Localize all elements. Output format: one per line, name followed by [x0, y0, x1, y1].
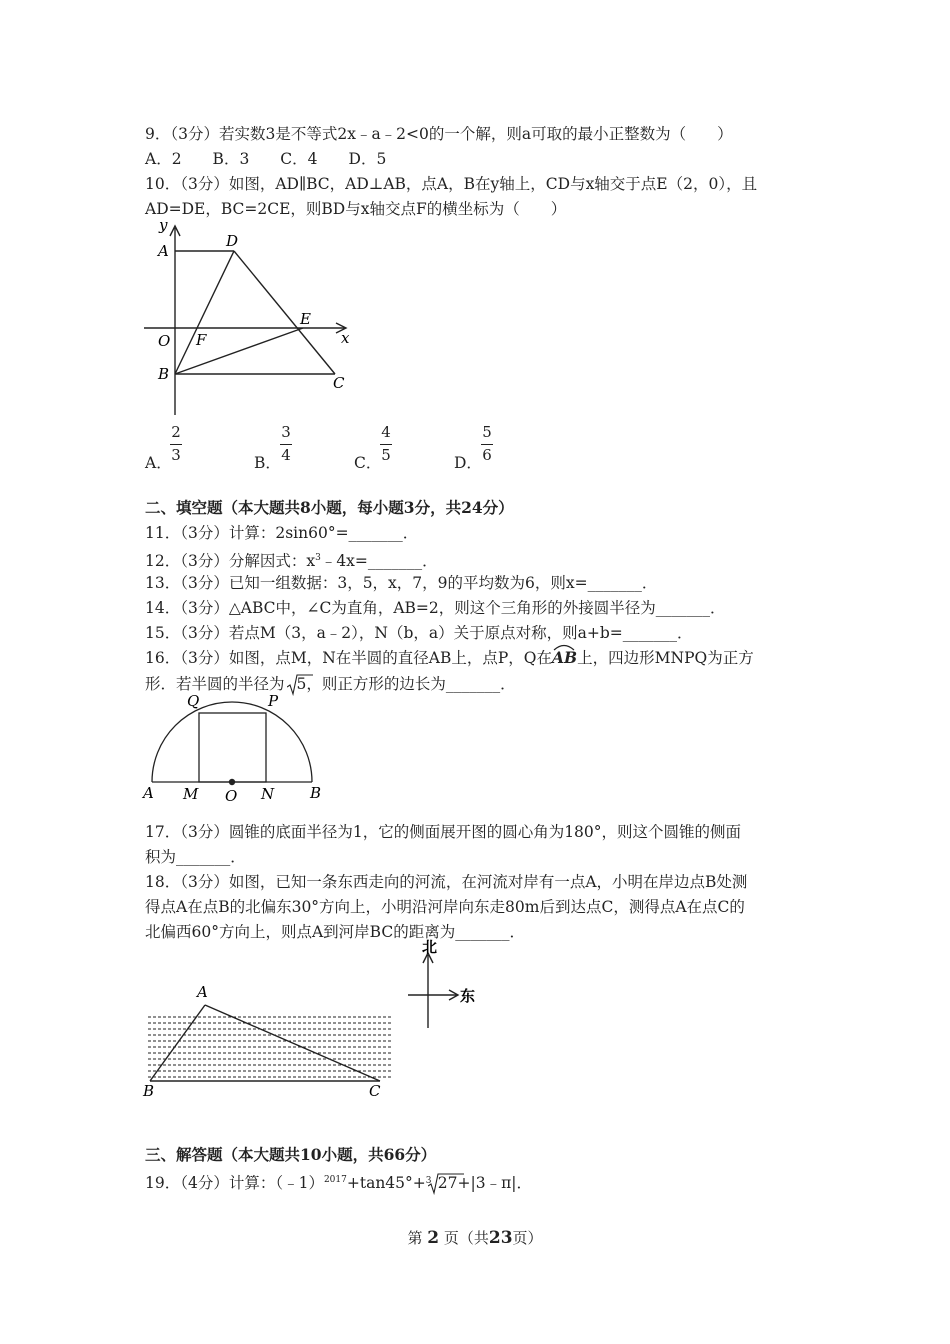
footer-total-pages: 23: [488, 1228, 513, 1248]
label-A: A: [143, 784, 154, 802]
q19-root-index: 3: [425, 1176, 432, 1187]
section3-title: 三、解答题（本大题共10小题，共66分）: [145, 1145, 437, 1164]
label-F: F: [196, 331, 207, 349]
q10-stem-line2: AD=DE，BC=2CE，则BD与x轴交点F的横坐标为（ ）: [145, 200, 567, 218]
q16-figure: [140, 690, 330, 805]
segment-AC: [205, 1005, 380, 1081]
semicircle-arc: [152, 702, 312, 782]
q10-option-b-letter: B．: [254, 454, 281, 472]
label-B: B: [158, 365, 170, 383]
cube-root-symbol: [428, 1173, 464, 1195]
q10-option-d-letter: D．: [454, 454, 482, 472]
fraction-numerator: 5: [482, 423, 492, 441]
q19-exponent: 2017: [323, 1175, 347, 1185]
q19-post: +|3﹣π|．: [457, 1174, 532, 1193]
q16-line1-post: 上，四边形MNPQ为正方: [577, 649, 754, 667]
label-x: x: [341, 329, 350, 347]
q12-exponent: 3: [315, 553, 321, 563]
q11: 11．（3分）计算：2sin60°=_______．: [145, 524, 419, 542]
label-E: E: [300, 310, 311, 328]
q10-option-a-fraction: [170, 424, 182, 464]
q16-line1: [145, 647, 754, 669]
q18-river-figure: [140, 975, 400, 1100]
label-O: O: [158, 332, 171, 350]
q16-line2-pre: 形．若半圆的半径为: [145, 675, 285, 693]
q17-line2: 积为_______．: [145, 848, 246, 866]
q12-pre: 12．（3分）分解因式：x: [145, 552, 316, 571]
fraction-denominator: 5: [381, 446, 391, 464]
label-N: N: [261, 785, 275, 803]
q14: 14．（3分）△ABC中，∠C为直角，AB=2，则这个三角形的外接圆半径为_______．: [145, 599, 726, 617]
label-north: 北: [422, 938, 438, 956]
fraction-denominator: 3: [171, 446, 181, 464]
q19-root-body: 27: [437, 1174, 458, 1193]
label-A: A: [197, 983, 208, 1001]
label-y: y: [159, 220, 168, 234]
footer-pre: 第: [407, 1229, 423, 1247]
compass-figure: [405, 935, 485, 1035]
footer-mid: 页（共: [443, 1229, 489, 1247]
fraction-numerator: 3: [281, 423, 291, 441]
label-M: M: [183, 785, 199, 803]
fraction-numerator: 2: [171, 423, 181, 441]
footer-post: 页）: [512, 1229, 543, 1247]
river-hatching: [148, 1017, 392, 1077]
label-O: O: [225, 787, 238, 805]
label-Q: Q: [187, 692, 200, 710]
fraction-numerator: 4: [381, 423, 391, 441]
footer-page-number: 2: [427, 1228, 440, 1248]
label-C: C: [333, 374, 345, 392]
q13: 13．（3分）已知一组数据：3，5，x，7，9的平均数为6，则x=_______．: [145, 574, 658, 592]
page-footer: [0, 1227, 950, 1248]
arc-symbol: [553, 643, 575, 651]
q16-arc-label: AB: [552, 648, 578, 667]
q18-line1: 18．（3分）如图，已知一条东西走向的河流，在河流对岸有一点A，小明在岸边点B处测: [145, 873, 748, 891]
q10-option-c-letter: C．: [354, 454, 382, 472]
q10-option-d-fraction: [481, 424, 493, 464]
label-A: A: [158, 242, 169, 260]
q15: 15．（3分）若点M（3，a﹣2），N（b，a）关于原点对称，则a+b=_______．: [145, 624, 693, 642]
q10-option-b-fraction: [280, 424, 292, 464]
q10-figure: [140, 220, 370, 420]
section2-title: 二、填空题（本大题共8小题，每小题3分，共24分）: [145, 498, 514, 517]
q12: [145, 547, 438, 572]
label-D: D: [226, 232, 239, 250]
q16-line1-pre: 16．（3分）如图，点M，N在半圆的直径AB上，点P，Q在: [145, 649, 552, 667]
q17-line1: 17．（3分）圆锥的底面半径为1，它的侧面展开图的圆心角为180°，则这个圆锥的侧面: [145, 823, 742, 841]
q10-option-a-letter: A．: [145, 454, 172, 472]
q10-option-c-fraction: [380, 424, 392, 464]
label-east: 东: [460, 987, 476, 1005]
label-P: P: [268, 692, 279, 710]
square-MNPQ: [199, 713, 266, 782]
segment-BA: [150, 1005, 205, 1081]
segment-DC: [234, 251, 335, 374]
q9-options: A．2 B．3 C．4 D．5: [145, 150, 387, 168]
q18-line3: 北偏西60°方向上，则点A到河岸BC的距离为_______．: [145, 923, 525, 941]
q19: [145, 1169, 532, 1194]
q16-sqrt-value: 5: [296, 675, 307, 693]
q16-line2-post: ，则正方形的边长为_______．: [306, 675, 516, 693]
label-B: B: [143, 1082, 155, 1100]
q18-line2: 得点A在点B的北偏东30°方向上，小明沿河岸向东走80m后到达点C，测得点A在点C的: [145, 898, 745, 916]
label-C: C: [369, 1082, 381, 1100]
q19-mid: +tan45°+: [346, 1174, 426, 1193]
label-B: B: [310, 784, 322, 802]
q9-stem: 9．（3分）若实数3是不等式2x﹣a﹣2<0的一个解，则a可取的最小正整数为（ ）: [145, 125, 733, 143]
q10-stem-line1: 10．（3分）如图，AD∥BC，AD⊥AB，点A，B在y轴上，CD与x轴交于点E（2，0），且: [145, 175, 758, 193]
q19-pre: 19．（4分）计算：（﹣1）: [145, 1174, 324, 1193]
fraction-denominator: 4: [281, 446, 291, 464]
q12-post: ﹣4x=_______．: [320, 552, 438, 571]
fraction-denominator: 6: [482, 446, 492, 464]
center-point: [229, 779, 235, 785]
